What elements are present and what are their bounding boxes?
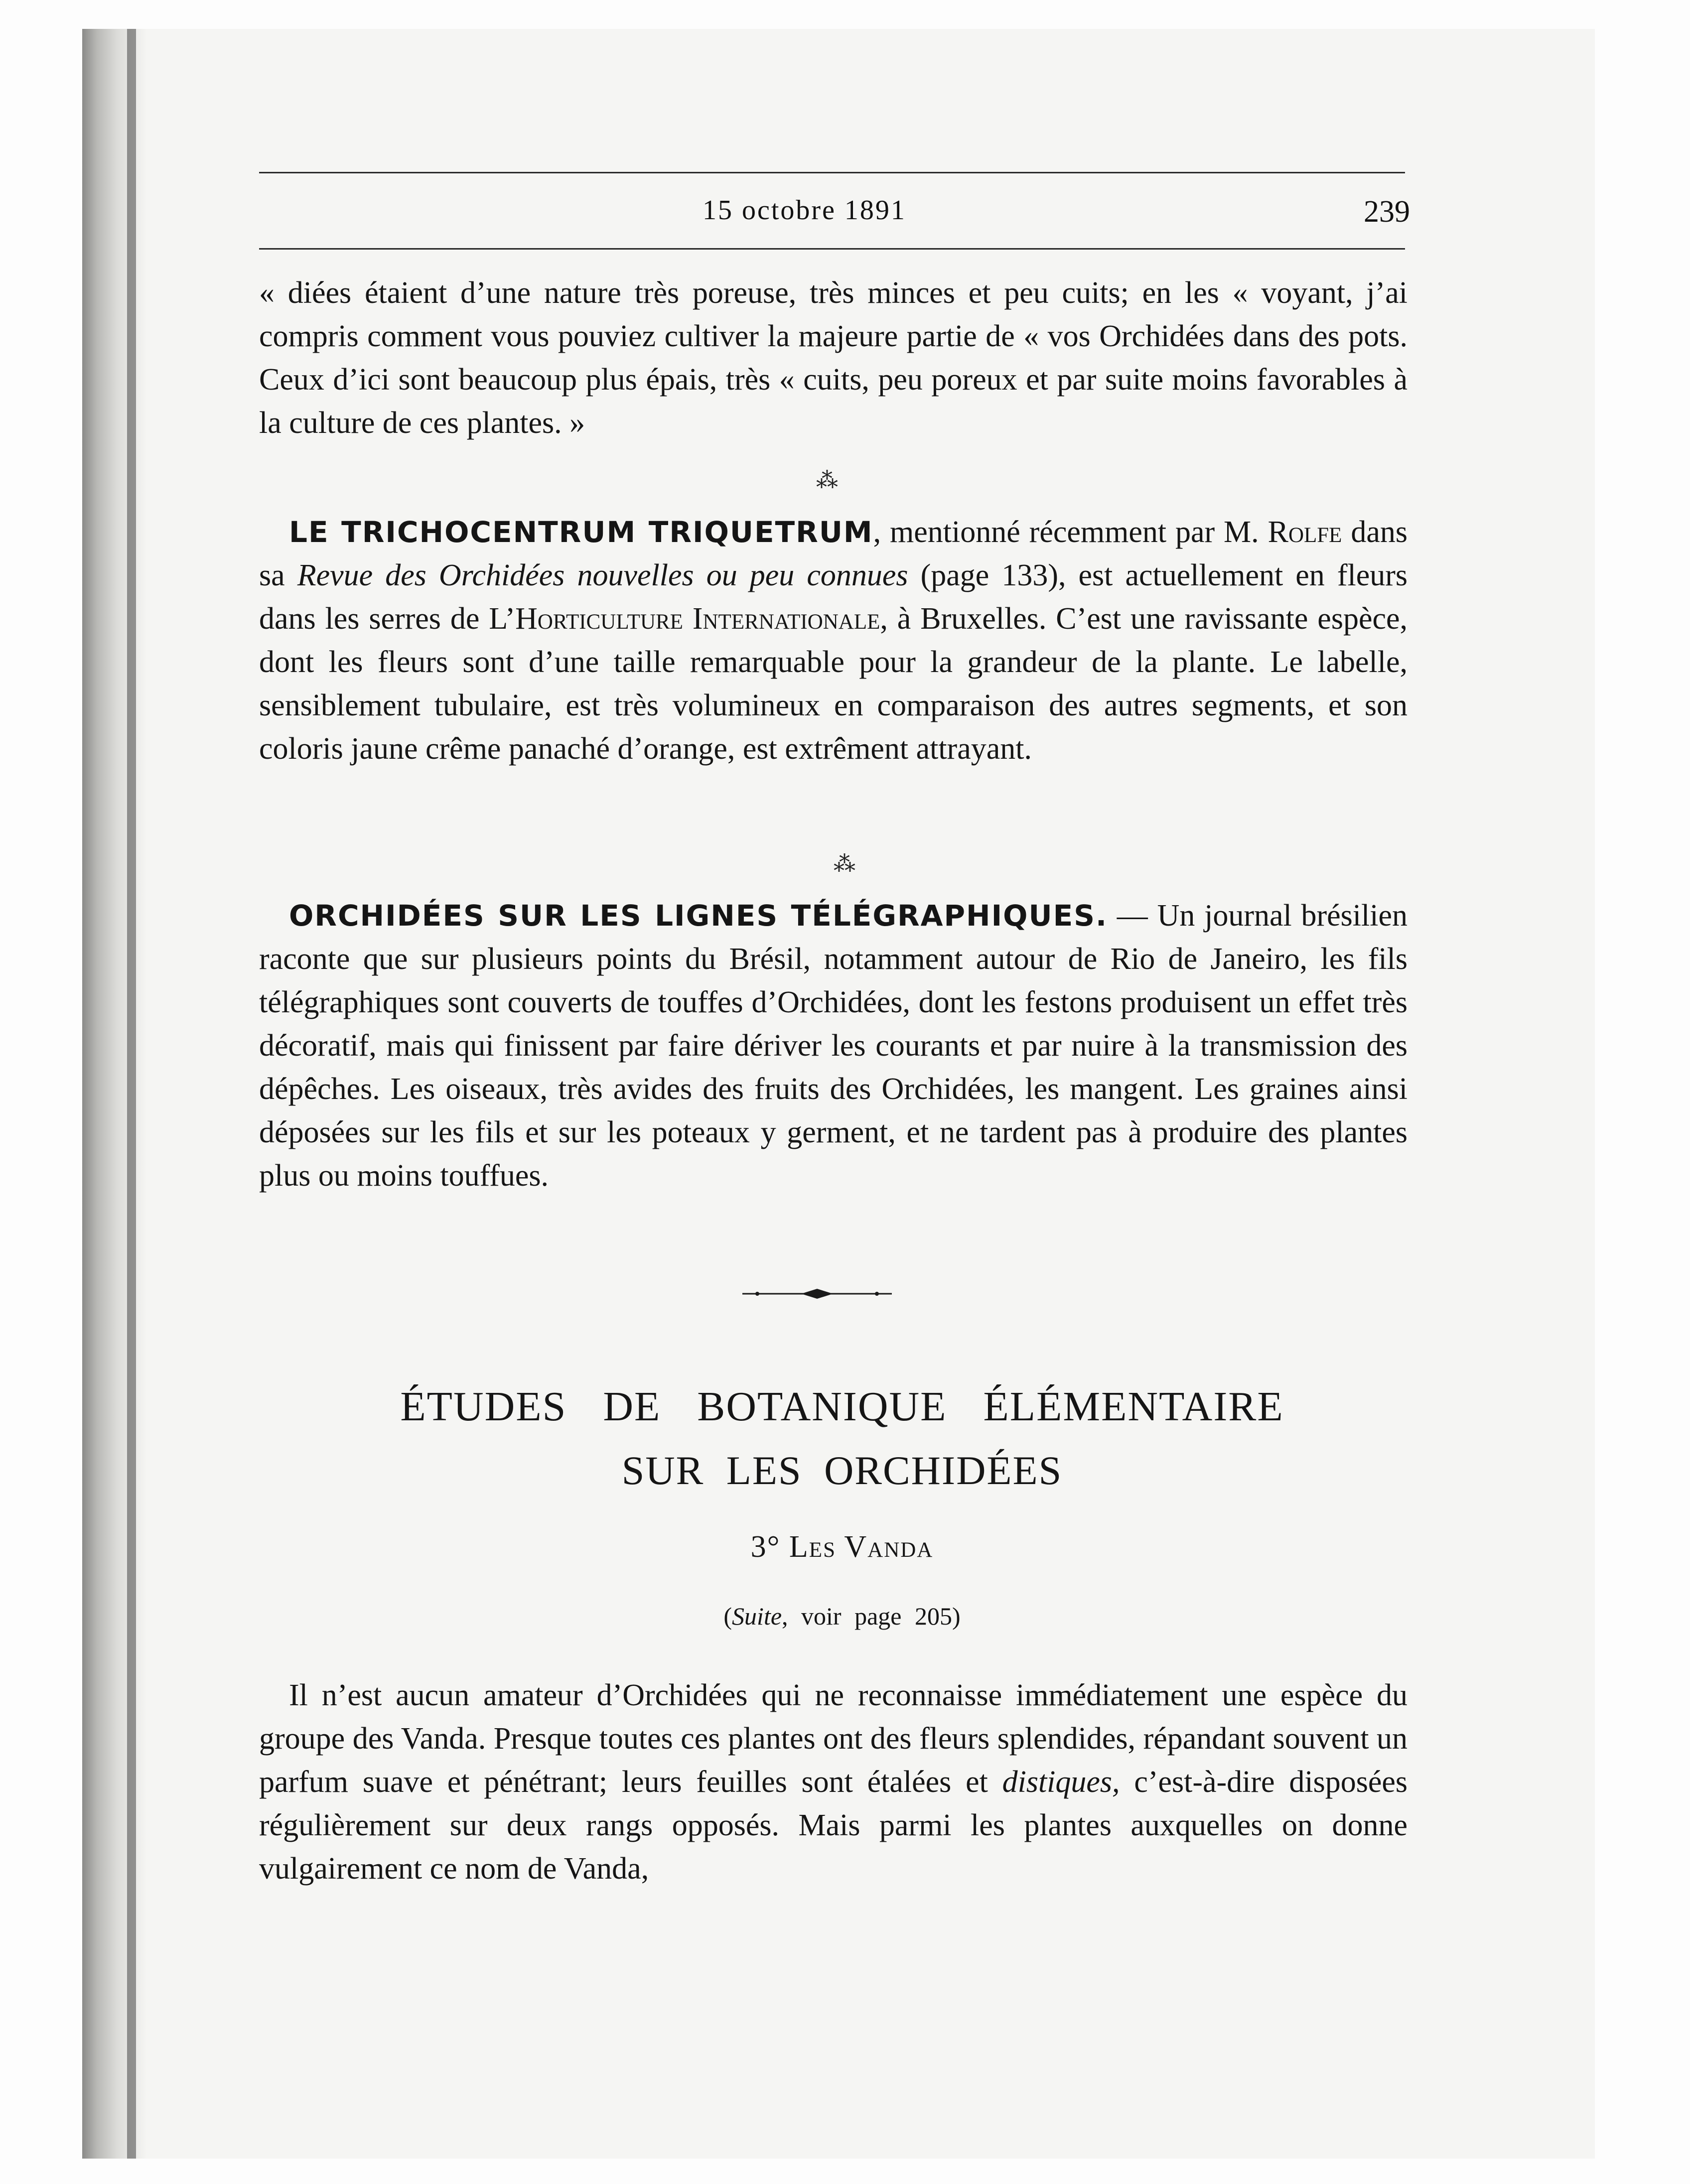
ornamental-divider	[742, 1286, 892, 1301]
continuation-note: (Suite, voir page 205)	[723, 1602, 961, 1630]
article-text: dans sa	[259, 515, 1408, 592]
section-subtitle: 3° Les Vanda	[750, 1530, 934, 1564]
article-telegraph-orchids	[259, 894, 1408, 1198]
binding-shadow	[127, 29, 136, 2159]
header-date: 15 octobre 1891	[703, 195, 906, 226]
term-distiques: distiques,	[1002, 1765, 1120, 1799]
article-text: — Un journal brésilien raconte que sur plusieurs points du Brésil, notamment autour de Rio de Janeiro, les fils télégraphiques sont couverts de touffes d’Orchidées, dont les festons produisent un effet très décoratif, mais qui finissent par faire dériver les courants et par nuire à la transmission des dépêches. Les oiseaux, très avides des fruits des Orchidées, les mangent. Les graines ainsi déposées sur les fils et sur les poteaux y germent, et ne tardent pas à produire des plantes plus ou moins touffues.	[259, 899, 1408, 1193]
running-header	[259, 194, 1410, 234]
article-heading: ORCHIDÉES SUR LES LIGNES TÉLÉGRAPHIQUES.	[289, 899, 1108, 933]
page-number: 239	[1364, 195, 1410, 229]
author-name: Rolfe	[1268, 515, 1342, 549]
asterism-separator: ⁂	[816, 468, 838, 493]
section-title-line-1: ÉTUDES DE BOTANIQUE ÉLÉMENTAIRE	[400, 1383, 1284, 1430]
header-top-rule	[259, 172, 1405, 173]
page-binding-gutter	[82, 29, 147, 2159]
article-trichocentrum	[259, 511, 1408, 771]
header-bottom-rule	[259, 248, 1405, 250]
article-text: , mentionné récemment par M.	[873, 515, 1268, 549]
journal-title: Revue des Orchidées nouvelles ou peu connues	[297, 558, 908, 592]
article-text: (page 133), est actuellement en fleurs dans les serres de	[259, 558, 1408, 636]
article-text: , à Bruxelles. C’est une ravissante espèce, dont les fleurs sont d’une taille remarquable pour la grandeur de la plante. Le labelle, sensiblement tubulaire, est très volumineux en comparaison des autres segments, et son coloris jaune crême panaché d’orange, est extrêment attrayant.	[259, 602, 1408, 766]
quoted-text: « diées étaient d’une nature très poreuse, très minces et peu cuits; en les « voyant, j’ai compris comment vous pouviez cultiver la majeure partie de « vos Orchidées dans des pots. Ceux d’ici sont beaucoup plus épais, très « cuits, peu poreux et par suite moins favorables à la culture de ces plantes. »	[259, 276, 1408, 440]
asterism-separator: ⁂	[834, 851, 855, 877]
institution-name: L’Horticulture Internationale	[489, 602, 880, 636]
article-text: Il n’est aucun amateur d’Orchidées qui ne reconnaisse immédiatement une espèce du groupe des Vanda. Presque toutes ces plantes ont des fleurs splendides, répandant souvent un parfum suave et pénétrant; leurs feuilles sont étalées et	[259, 1678, 1408, 1799]
article-text: c’est-à-dire disposées régulièrement sur deux rangs opposés. Mais parmi les plantes auxquelles on donne vulgairement ce nom de Vanda,	[259, 1765, 1408, 1886]
article-vanda	[259, 1674, 1408, 1891]
section-title-line-2: SUR LES ORCHIDÉES	[621, 1448, 1063, 1493]
quoted-paragraph	[259, 272, 1408, 445]
continuation-rest: , voir page 205)	[782, 1602, 961, 1630]
continuation-suite: Suite	[732, 1602, 782, 1630]
article-heading: LE TRICHOCENTRUM TRIQUETRUM	[289, 515, 873, 549]
